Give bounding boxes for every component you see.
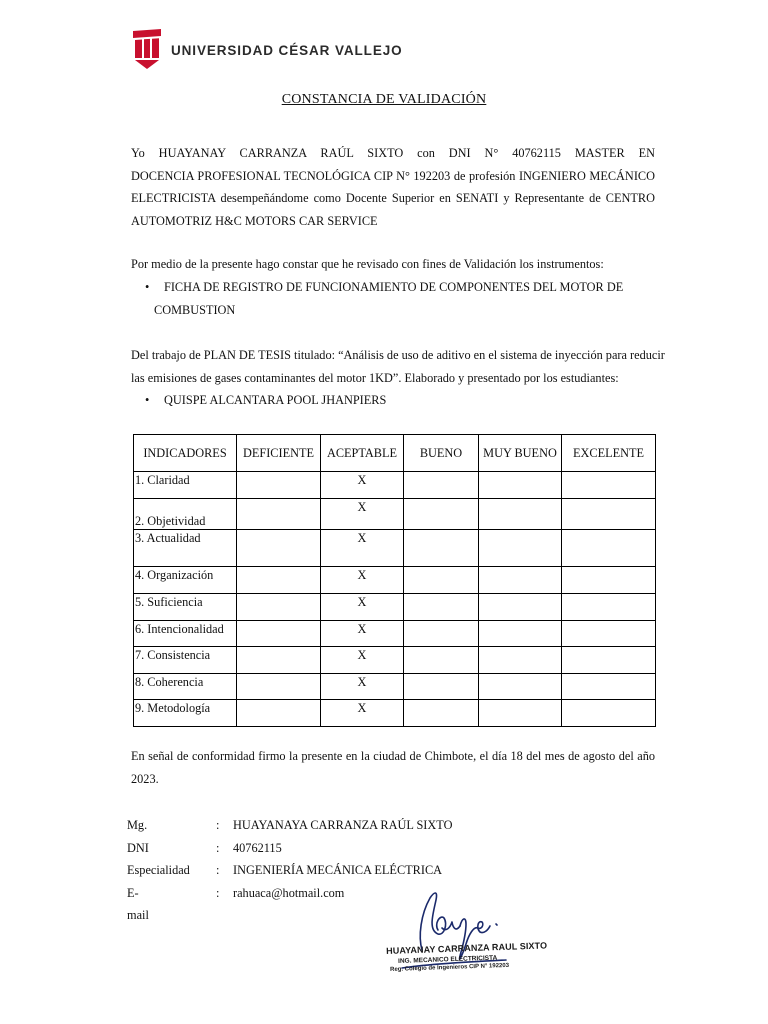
signer-field-label: E-mail — [127, 885, 149, 922]
signer-specialty: INGENIERÍA MECÁNICA ELÉCTRICA — [233, 863, 443, 877]
rating-cell-muy-bueno — [479, 567, 562, 594]
stamp-name: HUAYANAY CARRANZA RAUL SIXTO — [386, 940, 548, 956]
indicator-cell: 1. Claridad — [134, 472, 237, 499]
rating-cell-excelente — [562, 674, 656, 700]
indicator-cell: 2. Objetividad — [134, 499, 237, 530]
intro-line: AUTOMOTRIZ H&C MOTORS CAR SERVICE — [131, 213, 378, 228]
rating-cell-muy-bueno — [479, 472, 562, 499]
rating-cell-bueno — [404, 647, 479, 674]
bullet-icon: • — [145, 393, 150, 407]
rating-cell-deficiente — [237, 567, 321, 594]
rating-cell-bueno — [404, 674, 479, 700]
intro-line: ELECTRICISTA desempeñándome como Docente Superior en SENATI y Representante de CENTRO — [131, 191, 655, 205]
review-statement: Por medio de la presente hago constar que he revisado con fines de Validación los instrumentos: — [131, 257, 604, 271]
indicator-cell: 3. Actualidad — [134, 530, 237, 567]
signer-field-label: DNI — [127, 840, 149, 855]
rating-cell-muy-bueno — [479, 594, 562, 621]
rating-cell-bueno — [404, 700, 479, 727]
rating-cell-aceptable: X — [321, 499, 404, 530]
indicator-cell: 6. Intencionalidad — [134, 621, 237, 647]
rating-cell-aceptable: X — [321, 530, 404, 567]
column-header: EXCELENTE — [562, 435, 656, 472]
rating-cell-aceptable: X — [321, 674, 404, 700]
indicator-cell: 5. Suficiencia — [134, 594, 237, 621]
bullet-icon: • — [145, 280, 150, 294]
table-header-row — [134, 435, 656, 472]
rating-cell-aceptable: X — [321, 472, 404, 499]
signer-name: HUAYANAYA CARRANZA RAÚL SIXTO — [233, 818, 453, 832]
signer-field-label: Mg. — [127, 818, 148, 832]
rating-cell-deficiente — [237, 674, 321, 700]
intro-paragraph — [131, 142, 655, 232]
table-row — [134, 621, 656, 647]
rating-cell-aceptable: X — [321, 647, 404, 674]
rating-cell-bueno — [404, 472, 479, 499]
rating-cell-muy-bueno — [479, 674, 562, 700]
rating-cell-excelente — [562, 700, 656, 727]
rating-cell-muy-bueno — [479, 700, 562, 727]
validation-table — [133, 434, 656, 727]
table-row — [134, 700, 656, 727]
rating-cell-muy-bueno — [479, 647, 562, 674]
stamp-registration: Reg. Colegio de Ingenieros CIP N° 192203 — [390, 962, 510, 973]
table-row — [134, 567, 656, 594]
table-row — [134, 530, 656, 567]
rating-cell-muy-bueno — [479, 621, 562, 647]
rating-cell-aceptable: X — [321, 567, 404, 594]
rating-cell-deficiente — [237, 647, 321, 674]
rating-cell-deficiente — [237, 621, 321, 647]
rating-cell-aceptable: X — [321, 594, 404, 621]
signer-dni: 40762115 — [233, 840, 282, 855]
rating-cell-muy-bueno — [479, 530, 562, 567]
intro-line: DOCENCIA PROFESIONAL TECNOLÓGICA CIP N° 192203 de profesión INGENIERO MECÁNICO — [131, 168, 655, 183]
table-row — [134, 674, 656, 700]
table-row — [134, 594, 656, 621]
rating-cell-excelente — [562, 499, 656, 530]
column-header: MUY BUENO — [479, 435, 562, 472]
ucv-emblem-icon — [131, 28, 163, 70]
column-header: BUENO — [404, 435, 479, 472]
rating-cell-aceptable: X — [321, 621, 404, 647]
instrument-bullet — [145, 276, 664, 321]
rating-cell-bueno — [404, 530, 479, 567]
document-title: CONSTANCIA DE VALIDACIÓN — [281, 92, 487, 107]
signer-email: rahuaca@hotmail.com — [233, 885, 345, 900]
rating-cell-deficiente — [237, 594, 321, 621]
instrument-line: COMBUSTION — [154, 302, 236, 317]
rating-cell-bueno — [404, 621, 479, 647]
closing-paragraph — [131, 745, 655, 790]
rating-cell-deficiente — [237, 700, 321, 727]
rating-cell-bueno — [404, 567, 479, 594]
rating-cell-deficiente — [237, 530, 321, 567]
rating-cell-excelente — [562, 567, 656, 594]
table-row — [134, 472, 656, 499]
table-row — [134, 647, 656, 674]
column-header: DEFICIENTE — [237, 435, 321, 472]
university-logo — [131, 28, 403, 70]
thesis-paragraph — [131, 344, 665, 389]
indicator-cell: 4. Organización — [134, 567, 237, 594]
rating-cell-excelente — [562, 621, 656, 647]
column-header: ACEPTABLE — [321, 435, 404, 472]
thesis-line: Del trabajo de PLAN DE TESIS titulado: “Análisis de uso de aditivo en el sistema de inyección para reducir — [131, 348, 665, 362]
field-separator: : — [216, 863, 220, 877]
field-separator: : — [216, 818, 220, 832]
indicator-cell: 9. Metodología — [134, 700, 237, 727]
closing-line: 2023. — [131, 771, 159, 786]
rating-cell-excelente — [562, 472, 656, 499]
closing-line: En señal de conformidad firmo la presente en la ciudad de Chimbote, el día 18 del mes de agosto del año — [131, 749, 655, 763]
column-header: INDICADORES — [134, 435, 237, 472]
rating-cell-muy-bueno — [479, 499, 562, 530]
rating-cell-excelente — [562, 594, 656, 621]
intro-line: Yo HUAYANAY CARRANZA RAÚL SIXTO con DNI N° 40762115 MASTER EN — [131, 146, 655, 160]
table-row — [134, 499, 656, 530]
rating-cell-bueno — [404, 594, 479, 621]
rating-cell-deficiente — [237, 472, 321, 499]
stamp-title: ING. MECANICO ELECTRICISTA — [398, 954, 498, 965]
indicator-cell: 7. Consistencia — [134, 647, 237, 674]
rating-cell-deficiente — [237, 499, 321, 530]
student-name: QUISPE ALCANTARA POOL JHANPIERS — [164, 393, 387, 407]
rating-cell-aceptable: X — [321, 700, 404, 727]
rating-cell-excelente — [562, 530, 656, 567]
signer-field-label: Especialidad — [127, 863, 190, 877]
instrument-line: FICHA DE REGISTRO DE FUNCIONAMIENTO DE COMPONENTES DEL MOTOR DE — [164, 280, 624, 294]
rating-cell-excelente — [562, 647, 656, 674]
signer-stamp — [384, 940, 548, 980]
indicator-cell: 8. Coherencia — [134, 674, 237, 700]
rating-cell-bueno — [404, 499, 479, 530]
field-separator: : — [216, 885, 220, 900]
student-bullet — [145, 389, 387, 412]
thesis-line: las emisiones de gases contaminantes del motor 1KD”. Elaborado y presentado por los estudiantes: — [131, 370, 619, 385]
university-name: UNIVERSIDAD CÉSAR VALLEJO — [171, 42, 403, 58]
field-separator: : — [216, 840, 220, 855]
